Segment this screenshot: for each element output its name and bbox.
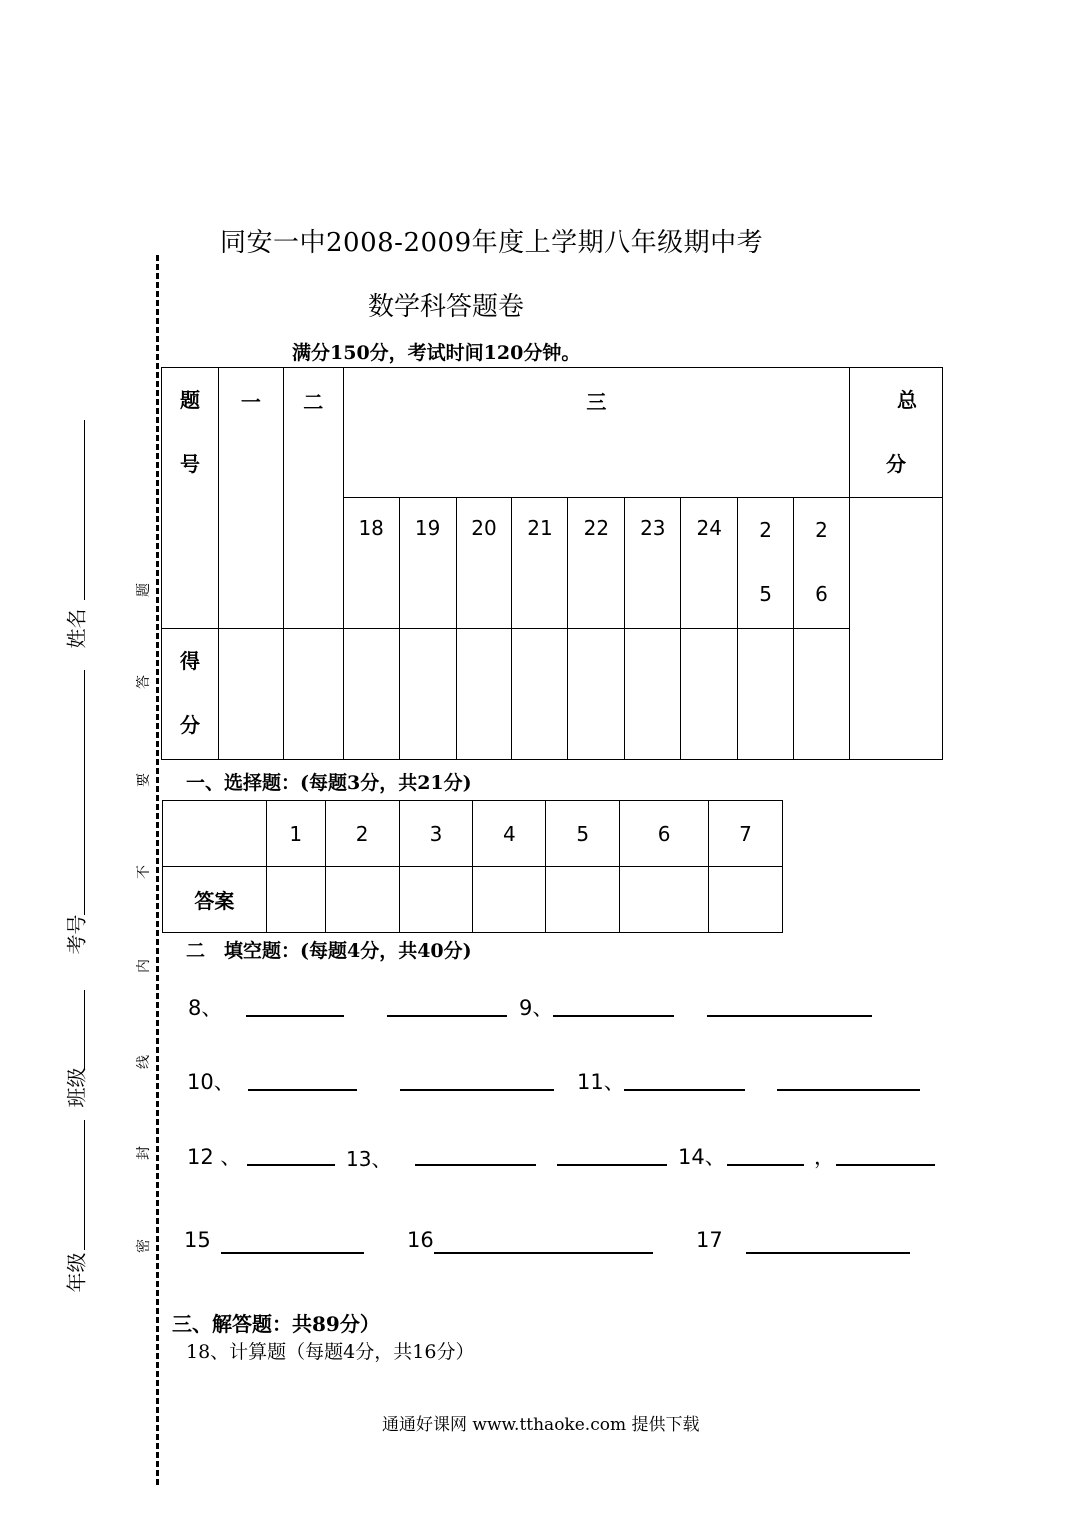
sub-question-header-26: [794, 498, 850, 629]
answer-blank[interactable]: [727, 1164, 804, 1166]
header-char: 号: [179, 452, 200, 476]
answer-blank[interactable]: [400, 1089, 554, 1091]
total-score-cell[interactable]: [849, 498, 942, 760]
question-label-15: 15: [184, 1228, 211, 1252]
seal-char: 线: [136, 1055, 152, 1069]
section-three-heading: 三、解答题：共89分）: [172, 1312, 380, 1336]
question-label-10: 10、: [187, 1070, 235, 1094]
sub-question-header: 24: [681, 498, 738, 629]
score-cell[interactable]: [794, 629, 850, 760]
question-label-14: 14、: [678, 1145, 726, 1169]
answer-cell[interactable]: [620, 867, 709, 933]
digit: 6: [815, 582, 828, 606]
name-field-label: 姓名: [64, 608, 89, 649]
score-cell[interactable]: [738, 629, 794, 760]
question-number-header: [162, 368, 219, 629]
sub-question-header-25: [738, 498, 794, 629]
header-char: 总: [896, 388, 917, 412]
score-cell[interactable]: [568, 629, 625, 760]
choice-number: 3: [399, 801, 473, 867]
grade-field-line: [84, 1120, 85, 1250]
binding-line: [156, 255, 159, 1485]
answer-blank[interactable]: [836, 1164, 935, 1166]
section-three-header: 三: [343, 368, 849, 498]
sub-question-header: 20: [456, 498, 512, 629]
answer-blank[interactable]: [246, 1015, 344, 1017]
answer-blank[interactable]: [557, 1164, 667, 1166]
choice-answer-table: [162, 800, 783, 933]
class-field-line: [84, 990, 85, 1070]
answer-cell[interactable]: [546, 867, 620, 933]
class-field-label: 班级: [64, 1067, 89, 1108]
choice-number: 1: [266, 801, 325, 867]
choice-number: 2: [325, 801, 399, 867]
header-char: 得: [179, 649, 200, 673]
answer-blank[interactable]: [221, 1252, 364, 1254]
digit: 2: [759, 518, 772, 542]
sub-question-header: 21: [512, 498, 568, 629]
seal-char: 内: [136, 959, 152, 973]
sub-question-header: 22: [568, 498, 625, 629]
section-two-heading: 二 填空题：(每题4分，共40分): [186, 940, 472, 962]
score-cell[interactable]: [681, 629, 738, 760]
choice-number: 5: [546, 801, 620, 867]
seal-char: 题: [136, 583, 152, 597]
answer-blank[interactable]: [777, 1089, 920, 1091]
score-cell[interactable]: [625, 629, 681, 760]
comma-separator: ，: [814, 1145, 835, 1169]
grade-field-label: 年级: [64, 1252, 89, 1293]
score-cell[interactable]: [456, 629, 512, 760]
header-char: 题: [179, 388, 200, 412]
question-label-12: 12 、: [187, 1145, 242, 1169]
choice-number: 7: [709, 801, 783, 867]
question-label-13: 13、: [346, 1147, 392, 1171]
score-cell[interactable]: [343, 629, 399, 760]
section-one-heading: 一、选择题：(每题3分，共21分): [186, 772, 472, 794]
score-cell[interactable]: [283, 629, 343, 760]
sub-question-header: 18: [343, 498, 399, 629]
answer-cell[interactable]: [709, 867, 783, 933]
exam-info: 满分150分，考试时间120分钟。: [292, 342, 581, 364]
choice-number: 4: [473, 801, 546, 867]
seal-char: 要: [136, 773, 152, 787]
answer-blank[interactable]: [387, 1015, 507, 1017]
exam-id-field-line: [84, 670, 85, 915]
exam-id-field-label: 考号: [64, 914, 89, 955]
answer-blank[interactable]: [746, 1252, 910, 1254]
question-label-8: 8、: [188, 996, 223, 1020]
sub-question-header: 23: [625, 498, 681, 629]
total-header: [849, 368, 942, 498]
question-label-9: 9、: [519, 996, 554, 1020]
score-cell[interactable]: [218, 629, 283, 760]
seal-char: 封: [136, 1146, 152, 1160]
name-field-line: [84, 420, 85, 600]
answer-blank[interactable]: [247, 1164, 335, 1166]
seal-char: 密: [136, 1239, 152, 1253]
score-table: [161, 367, 943, 760]
question-label-11: 11、: [577, 1070, 625, 1094]
answer-cell[interactable]: [325, 867, 399, 933]
digit: 5: [759, 582, 772, 606]
page-title: 同安一中2008-2009年度上学期八年级期中考: [220, 228, 764, 258]
answer-cell[interactable]: [266, 867, 325, 933]
header-char: 分: [179, 713, 200, 737]
answer-row-label: 答案: [163, 867, 267, 933]
answer-cell[interactable]: [473, 867, 546, 933]
sub-question-header: 19: [399, 498, 456, 629]
seal-char: 不: [136, 865, 152, 879]
choice-number: 6: [620, 801, 709, 867]
seal-char: 答: [136, 675, 152, 689]
score-cell[interactable]: [399, 629, 456, 760]
section-one-header: 一: [218, 368, 283, 629]
blank-corner-cell: [163, 801, 267, 867]
score-row-header: [162, 629, 219, 760]
calculation-question-heading: 18、计算题（每题4分，共16分）: [186, 1341, 475, 1363]
answer-blank[interactable]: [434, 1252, 653, 1254]
answer-blank[interactable]: [415, 1164, 536, 1166]
page-subtitle: 数学科答题卷: [368, 292, 525, 322]
answer-blank[interactable]: [707, 1015, 872, 1017]
question-label-16: 16: [407, 1228, 434, 1252]
answer-blank[interactable]: [624, 1089, 745, 1091]
question-label-17: 17: [696, 1228, 723, 1252]
digit: 2: [815, 518, 828, 542]
header-char: 分: [885, 452, 906, 476]
answer-blank[interactable]: [553, 1015, 674, 1017]
footer-credit: 通通好课网 www.tthaoke.com 提供下载: [382, 1415, 700, 1435]
section-two-header: 二: [283, 368, 343, 629]
answer-blank[interactable]: [248, 1089, 357, 1091]
score-cell[interactable]: [512, 629, 568, 760]
answer-cell[interactable]: [399, 867, 473, 933]
